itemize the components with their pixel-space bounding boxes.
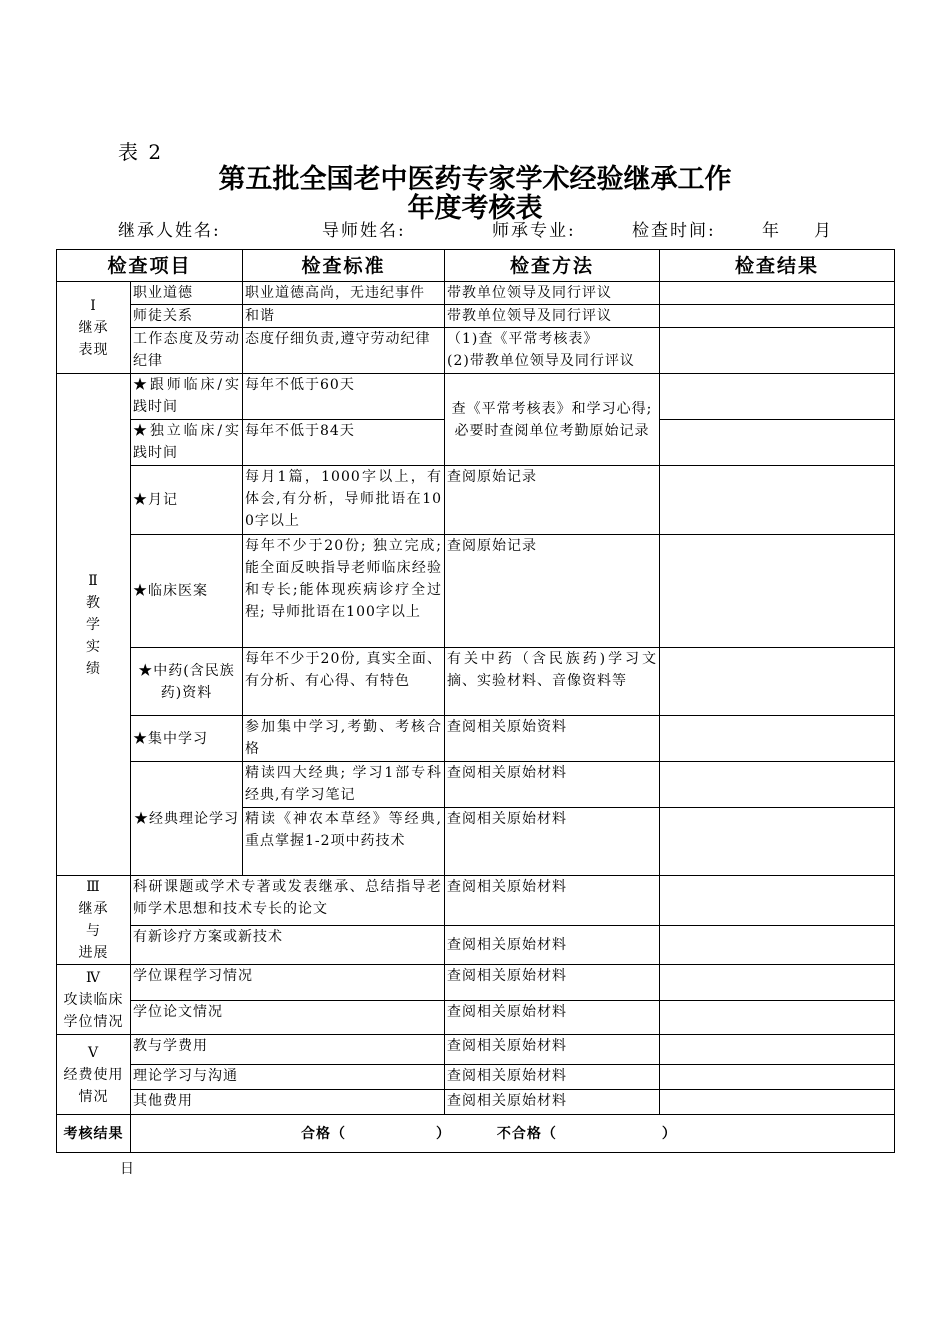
item-cell: 其他费用 <box>131 1090 445 1115</box>
result-cell[interactable] <box>660 808 895 876</box>
standard-cell: 态度仔细负责,遵守劳动纪律 <box>243 328 445 374</box>
method-cell: 带教单位领导及同行评议 <box>445 305 660 328</box>
item-cell: 学位课程学习情况 <box>131 965 445 1001</box>
assessment-result-label: 考核结果 <box>57 1115 131 1153</box>
method-cell: 查阅相关原始材料 <box>445 1065 660 1090</box>
item-cell: ★独立临床/实践时间 <box>131 420 243 466</box>
fail-option[interactable]: 不合格（ ） <box>496 1125 677 1142</box>
result-cell[interactable] <box>660 926 895 965</box>
table-row <box>57 1035 895 1065</box>
table-number-label: 表 2 <box>118 140 164 164</box>
result-cell[interactable] <box>660 282 895 305</box>
pass-option[interactable]: 合格（ ） <box>301 1125 451 1142</box>
item-cell: ★集中学习 <box>131 716 243 762</box>
month-label: 月 <box>814 221 833 241</box>
table-row <box>57 1090 895 1115</box>
result-cell[interactable] <box>660 374 895 420</box>
standard-cell: 每年不少于20份; 独立完成;能全面反映指导老师临床经验和专长;能体现疾病诊疗全过程; 导师批语在100字以上 <box>243 535 445 648</box>
standard-cell: 参加集中学习,考勤、考核合格 <box>243 716 445 762</box>
result-cell[interactable] <box>660 420 895 466</box>
year-label: 年 <box>762 221 781 241</box>
item-cell: ★中药(含民族药)资料 <box>131 648 243 716</box>
standard-cell: 每年不低于60天 <box>243 374 445 420</box>
method-cell: 查阅原始记录 <box>445 466 660 535</box>
assessment-table <box>56 249 895 1153</box>
table-row <box>57 466 895 535</box>
method-cell: 查阅相关原始材料 <box>445 808 660 876</box>
category-inheritance-progress: Ⅲ 继承 与 进展 <box>57 876 131 965</box>
header-check-result: 检查结果 <box>660 250 895 282</box>
method-cell: 有关中药（含民族药)学习文摘、实验材料、音像资料等 <box>445 648 660 716</box>
result-cell[interactable] <box>660 965 895 1001</box>
table-row <box>57 305 895 328</box>
method-cell: （1)查《平常考核表》 (2)带教单位领导及同行评议 <box>445 328 660 374</box>
method-cell: 查阅相关原始材料 <box>445 1035 660 1065</box>
category-funding-usage: Ⅴ 经费使用 情况 <box>57 1035 131 1115</box>
item-cell: ★经典理论学习 <box>131 762 243 876</box>
inheritor-name-label: 继承人姓名: <box>118 221 221 241</box>
table-row <box>57 762 895 808</box>
result-cell[interactable] <box>660 762 895 808</box>
item-cell: 职业道德 <box>131 282 243 305</box>
method-cell: 查阅相关原始材料 <box>445 1090 660 1115</box>
table-row <box>57 282 895 305</box>
method-cell: 带教单位领导及同行评议 <box>445 282 660 305</box>
item-cell: ★跟师临床/实践时间 <box>131 374 243 420</box>
table-row <box>57 374 895 420</box>
assessment-result-row <box>57 1115 895 1153</box>
result-cell[interactable] <box>660 1090 895 1115</box>
method-cell: 查阅相关原始材料 <box>445 1001 660 1035</box>
method-cell: 查阅相关原始材料 <box>445 876 660 926</box>
standard-cell: 和谐 <box>243 305 445 328</box>
header-check-method: 检查方法 <box>445 250 660 282</box>
major-label: 师承专业: <box>492 221 576 241</box>
standard-cell: 每年不少于20份, 真实全面、有分析、有心得、有特色 <box>243 648 445 716</box>
standard-cell: 每年不低于84天 <box>243 420 445 466</box>
table-row <box>57 716 895 762</box>
document-subtitle: 年度考核表 <box>407 193 543 224</box>
table-row <box>57 965 895 1001</box>
standard-cell: 每月1篇，1000字以上，有体会,有分析，导师批语在100字以上 <box>243 466 445 535</box>
result-cell[interactable] <box>660 716 895 762</box>
category-teaching-achievements: Ⅱ 教 学 实 绩 <box>57 374 131 876</box>
table-row <box>57 1001 895 1035</box>
table-row <box>57 926 895 965</box>
table-row <box>57 648 895 716</box>
document-title: 第五批全国老中医药专家学术经验继承工作 <box>218 164 732 195</box>
header-check-standard: 检查标准 <box>243 250 445 282</box>
table-row <box>57 1065 895 1090</box>
method-cell: 查阅原始记录 <box>445 535 660 648</box>
mentor-name-label: 导师姓名: <box>322 221 406 241</box>
result-cell[interactable] <box>660 305 895 328</box>
item-cell: 工作态度及劳动纪律 <box>131 328 243 374</box>
result-cell[interactable] <box>660 1001 895 1035</box>
item-cell: 理论学习与沟通 <box>131 1065 445 1090</box>
category-inheritance-performance: Ⅰ 继承 表现 <box>57 282 131 374</box>
result-cell[interactable] <box>660 648 895 716</box>
item-cell: ★月记 <box>131 466 243 535</box>
method-cell: 查阅相关原始资料 <box>445 716 660 762</box>
table-row <box>57 328 895 374</box>
table-row <box>57 535 895 648</box>
item-cell: ★临床医案 <box>131 535 243 648</box>
result-cell[interactable] <box>660 466 895 535</box>
table-row <box>57 876 895 926</box>
method-cell: 查阅相关原始材料 <box>445 762 660 808</box>
item-cell: 教与学费用 <box>131 1035 445 1065</box>
standard-cell: 精读《神农本草经》等经典, 重点掌握1-2项中药技术 <box>243 808 445 876</box>
item-cell: 师徒关系 <box>131 305 243 328</box>
result-cell[interactable] <box>660 876 895 926</box>
header-row <box>57 250 895 282</box>
method-cell: 查《平常考核表》和学习心得;必要时查阅单位考勤原始记录 <box>445 374 660 466</box>
standard-cell: 精读四大经典; 学习1部专科经典,有学习笔记 <box>243 762 445 808</box>
result-cell[interactable] <box>660 1065 895 1090</box>
item-cell: 有新诊疗方案或新技术 <box>131 926 445 965</box>
category-clinical-degree: Ⅳ 攻读临床 学位情况 <box>57 965 131 1035</box>
result-cell[interactable] <box>660 535 895 648</box>
result-cell[interactable] <box>660 1035 895 1065</box>
assessment-result-options <box>131 1115 895 1153</box>
method-cell: 查阅相关原始材料 <box>445 965 660 1001</box>
footer-day-text: 日 <box>120 1161 134 1177</box>
method-cell: 查阅相关原始材料 <box>445 926 660 965</box>
item-cell: 学位论文情况 <box>131 1001 445 1035</box>
item-cell: 科研课题或学术专著或发表继承、总结指导老师学术思想和技术专长的论文 <box>131 876 445 926</box>
standard-cell: 职业道德高尚，无违纪事件 <box>243 282 445 305</box>
header-check-item: 检查项目 <box>57 250 243 282</box>
result-cell[interactable] <box>660 328 895 374</box>
check-time-label: 检查时间: <box>632 221 716 241</box>
